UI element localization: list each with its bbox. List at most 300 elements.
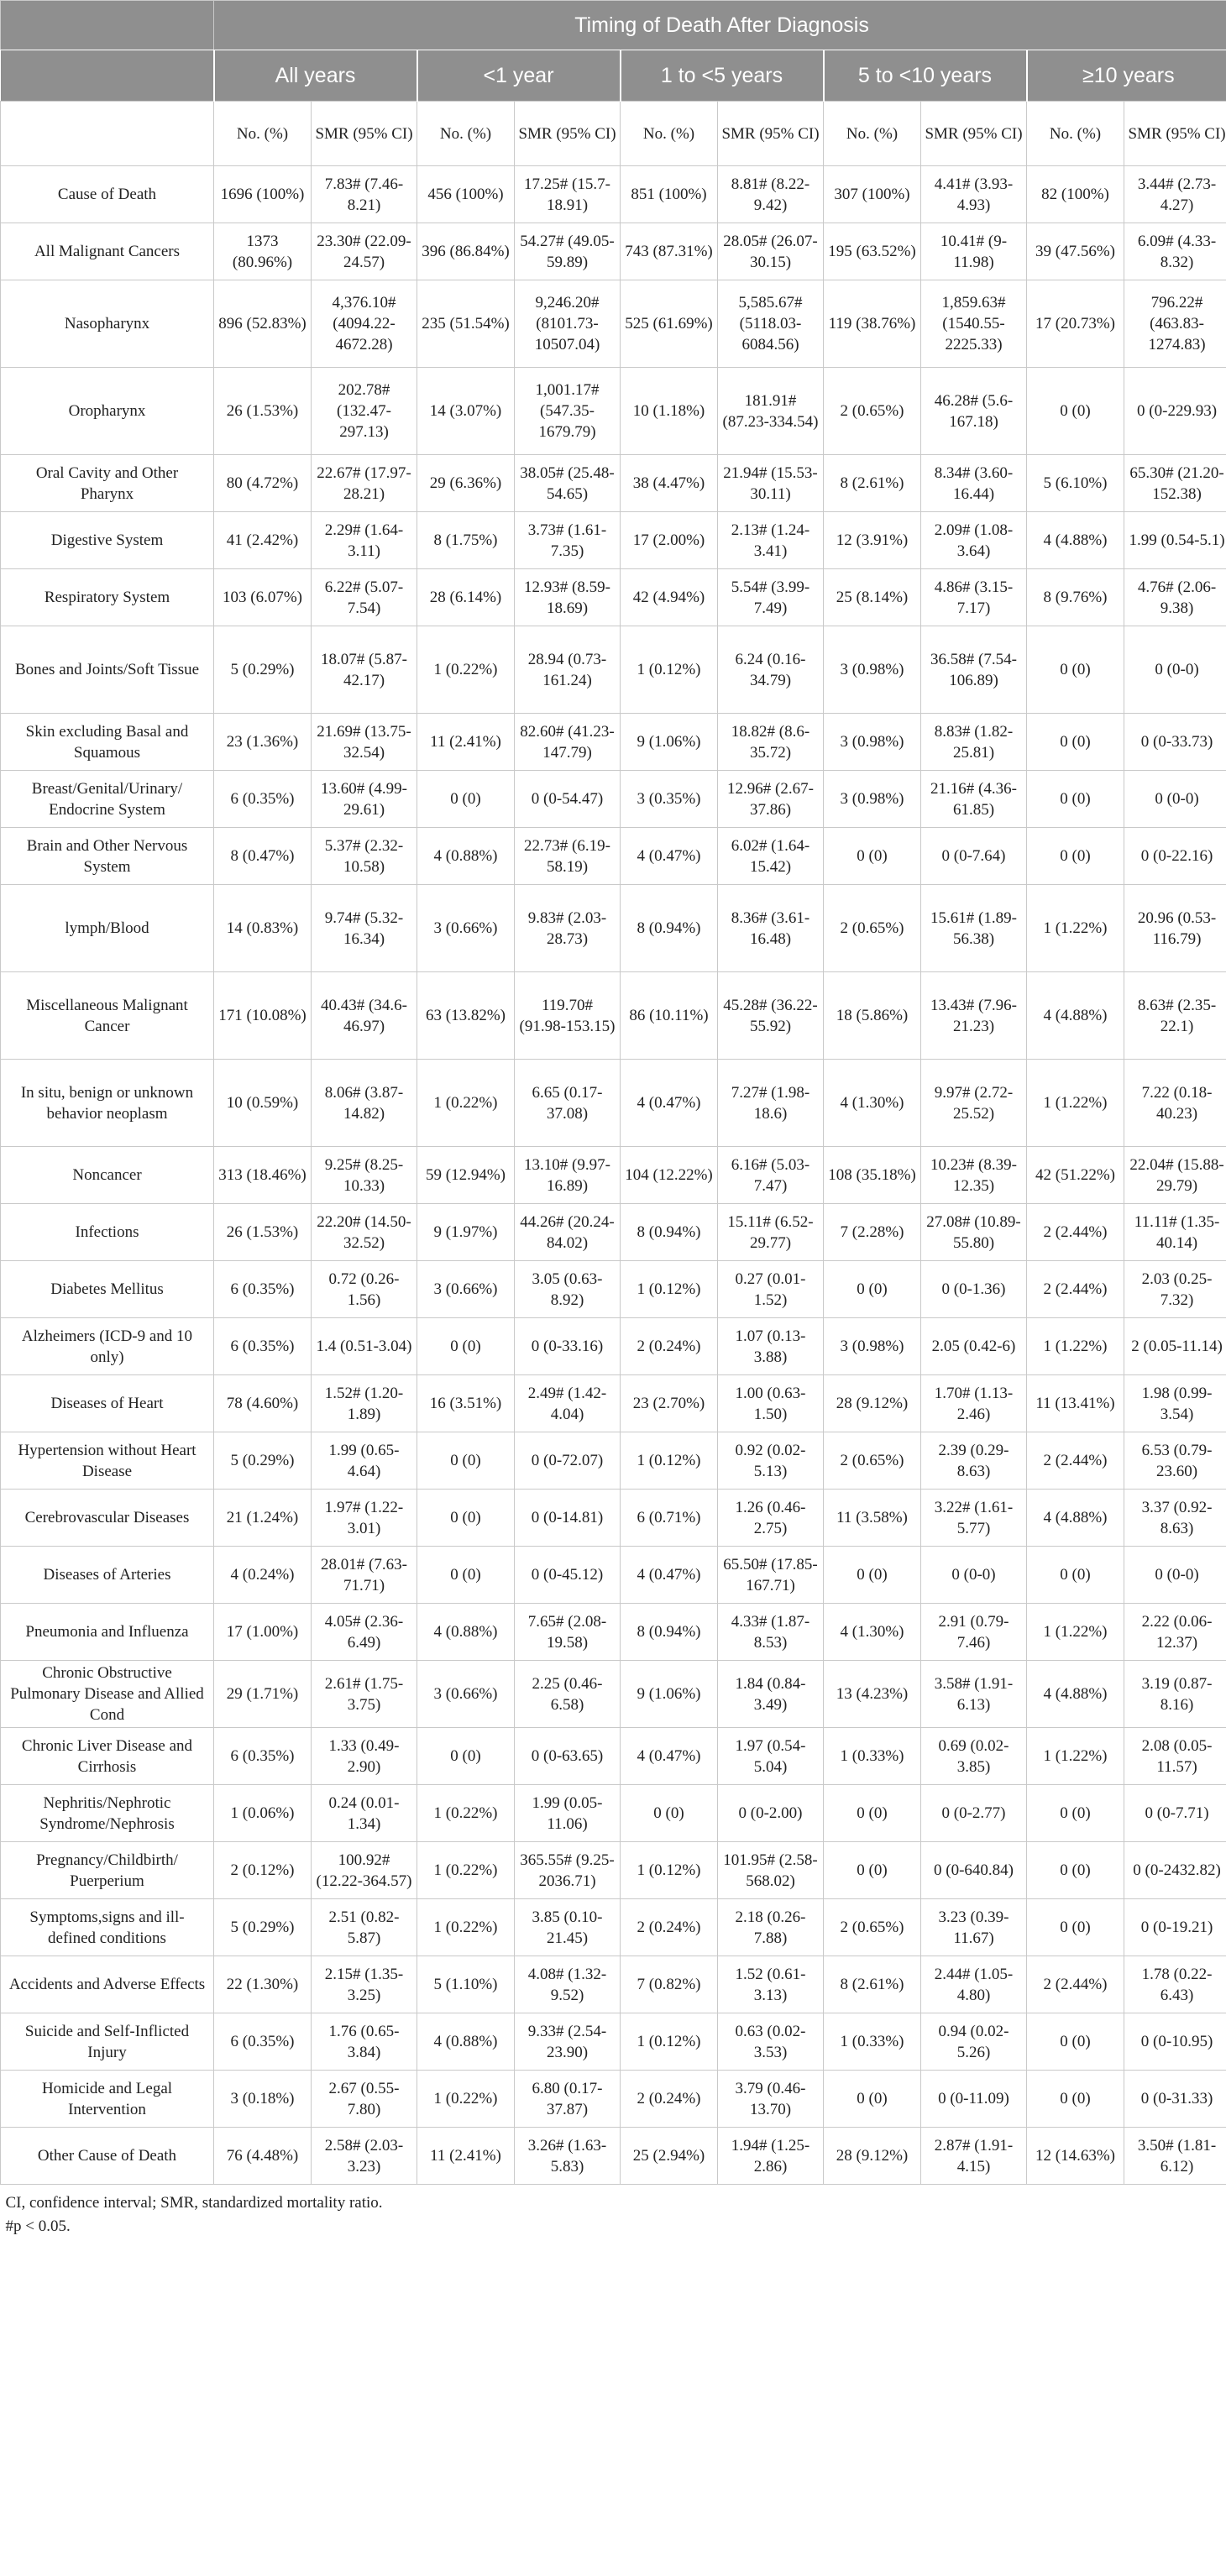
count-cell: 0 (0): [1027, 368, 1124, 455]
table-row: [1, 2013, 1226, 2071]
count-cell: 1 (0.12%): [621, 1261, 718, 1318]
count-cell: 16 (3.51%): [417, 1375, 515, 1432]
count-cell: 396 (86.84%): [417, 223, 515, 280]
count-cell: 6 (0.35%): [214, 1261, 312, 1318]
cause-cell: Nasopharynx: [1, 280, 214, 368]
smr-cell: 65.30# (21.20-152.38): [1124, 455, 1226, 512]
smr-cell: 0 (0-2.77): [921, 1785, 1027, 1842]
smr-cell: 100.92# (12.22-364.57): [312, 1842, 417, 1899]
cause-cell: Skin excluding Basal and Squamous: [1, 714, 214, 771]
cause-cell: Chronic Obstructive Pulmonary Disease and Allied Cond: [1, 1661, 214, 1728]
smr-cell: 6.09# (4.33-8.32): [1124, 223, 1226, 280]
count-cell: 9 (1.06%): [621, 714, 718, 771]
smr-cell: 2.13# (1.24-3.41): [718, 512, 824, 569]
smr-cell: 9,246.20# (8101.73-10507.04): [515, 280, 621, 368]
cause-cell: Symptoms,signs and ill-defined conditions: [1, 1899, 214, 1956]
count-cell: 896 (52.83%): [214, 280, 312, 368]
group-header: 1 to <5 years: [621, 50, 824, 102]
count-cell: 743 (87.31%): [621, 223, 718, 280]
smr-cell: 9.33# (2.54-23.90): [515, 2013, 621, 2071]
count-cell: 2 (0.24%): [621, 1899, 718, 1956]
smr-cell: 0 (0-10.95): [1124, 2013, 1226, 2071]
smr-cell: 10.23# (8.39-12.35): [921, 1147, 1027, 1204]
table-row: [1, 1956, 1226, 2013]
smr-cell: 119.70# (91.98-153.15): [515, 972, 621, 1060]
smr-cell: 3.26# (1.63-5.83): [515, 2128, 621, 2185]
smr-cell: 6.02# (1.64-15.42): [718, 828, 824, 885]
smr-cell: 7.22 (0.18-40.23): [1124, 1060, 1226, 1147]
smr-cell: 3.22# (1.61-5.77): [921, 1490, 1027, 1547]
smr-cell: 5.37# (2.32-10.58): [312, 828, 417, 885]
count-cell: 0 (0): [621, 1785, 718, 1842]
smr-cell: 45.28# (36.22-55.92): [718, 972, 824, 1060]
count-cell: 3 (0.66%): [417, 1661, 515, 1728]
count-cell: 26 (1.53%): [214, 368, 312, 455]
smr-cell: 2.09# (1.08-3.64): [921, 512, 1027, 569]
count-cell: 2 (0.65%): [824, 885, 921, 972]
smr-cell: 4.86# (3.15-7.17): [921, 569, 1027, 626]
smr-cell: 5.54# (3.99-7.49): [718, 569, 824, 626]
smr-cell: 6.80 (0.17-37.87): [515, 2071, 621, 2128]
smr-cell: 2.25 (0.46-6.58): [515, 1661, 621, 1728]
count-cell: 3 (0.35%): [621, 771, 718, 828]
count-cell: 28 (9.12%): [824, 1375, 921, 1432]
count-cell: 11 (2.41%): [417, 714, 515, 771]
subheader-no: No. (%): [417, 102, 515, 166]
count-cell: 4 (0.47%): [621, 1547, 718, 1604]
table-row: [1, 1899, 1226, 1956]
count-cell: 1 (0.33%): [824, 2013, 921, 2071]
smr-cell: 0 (0-7.64): [921, 828, 1027, 885]
count-cell: 851 (100%): [621, 166, 718, 223]
count-cell: 11 (3.58%): [824, 1490, 921, 1547]
count-cell: 525 (61.69%): [621, 280, 718, 368]
count-cell: 4 (0.47%): [621, 828, 718, 885]
table-body: [1, 166, 1226, 2185]
smr-cell: 1.00 (0.63-1.50): [718, 1375, 824, 1432]
count-cell: 1 (0.12%): [621, 626, 718, 714]
smr-cell: 6.22# (5.07-7.54): [312, 569, 417, 626]
cause-cell: lymph/Blood: [1, 885, 214, 972]
count-cell: 0 (0): [1027, 714, 1124, 771]
smr-cell: 2.91 (0.79-7.46): [921, 1604, 1027, 1661]
group-header: ≥10 years: [1027, 50, 1226, 102]
count-cell: 1 (0.12%): [621, 1432, 718, 1490]
smr-cell: 2.44# (1.05-4.80): [921, 1956, 1027, 2013]
subheader-smr: SMR (95% CI): [718, 102, 824, 166]
subheader-smr: SMR (95% CI): [312, 102, 417, 166]
count-cell: 2 (0.65%): [824, 1432, 921, 1490]
cause-cell: All Malignant Cancers: [1, 223, 214, 280]
smr-cell: 0 (0-14.81): [515, 1490, 621, 1547]
table-row: [1, 512, 1226, 569]
count-cell: 82 (100%): [1027, 166, 1124, 223]
smr-cell: 2.58# (2.03-3.23): [312, 2128, 417, 2185]
footnote: [1, 2185, 1226, 2239]
smr-cell: 181.91# (87.23-334.54): [718, 368, 824, 455]
count-cell: 6 (0.35%): [214, 771, 312, 828]
table-row: [1, 1432, 1226, 1490]
count-cell: 17 (20.73%): [1027, 280, 1124, 368]
count-cell: 2 (2.44%): [1027, 1261, 1124, 1318]
count-cell: 119 (38.76%): [824, 280, 921, 368]
smr-cell: 46.28# (5.6-167.18): [921, 368, 1027, 455]
smr-cell: 2.87# (1.91-4.15): [921, 2128, 1027, 2185]
table-row: [1, 1375, 1226, 1432]
table-row: [1, 626, 1226, 714]
count-cell: 9 (1.97%): [417, 1204, 515, 1261]
smr-cell: 13.60# (4.99-29.61): [312, 771, 417, 828]
count-cell: 0 (0): [1027, 1547, 1124, 1604]
table-row: [1, 280, 1226, 368]
smr-cell: 7.83# (7.46-8.21): [312, 166, 417, 223]
smr-cell: 7.65# (2.08-19.58): [515, 1604, 621, 1661]
smr-cell: 0 (0-45.12): [515, 1547, 621, 1604]
count-cell: 1 (1.22%): [1027, 1728, 1124, 1785]
smr-cell: 0.94 (0.02-5.26): [921, 2013, 1027, 2071]
smr-cell: 1.26 (0.46-2.75): [718, 1490, 824, 1547]
count-cell: 21 (1.24%): [214, 1490, 312, 1547]
smr-cell: 8.34# (3.60-16.44): [921, 455, 1027, 512]
smr-cell: 22.73# (6.19-58.19): [515, 828, 621, 885]
count-cell: 59 (12.94%): [417, 1147, 515, 1204]
count-cell: 3 (0.66%): [417, 885, 515, 972]
count-cell: 6 (0.35%): [214, 2013, 312, 2071]
count-cell: 14 (3.07%): [417, 368, 515, 455]
smr-cell: 0 (0-640.84): [921, 1842, 1027, 1899]
smr-cell: 6.16# (5.03-7.47): [718, 1147, 824, 1204]
smr-cell: 15.11# (6.52-29.77): [718, 1204, 824, 1261]
count-cell: 1 (0.22%): [417, 626, 515, 714]
cause-cell: Breast/Genital/Urinary/ Endocrine System: [1, 771, 214, 828]
count-cell: 456 (100%): [417, 166, 515, 223]
smr-cell: 7.27# (1.98-18.6): [718, 1060, 824, 1147]
count-cell: 1 (0.22%): [417, 1842, 515, 1899]
smr-cell: 1.84 (0.84-3.49): [718, 1661, 824, 1728]
subheader-smr: SMR (95% CI): [1124, 102, 1226, 166]
smr-cell: 1.99 (0.54-5.1): [1124, 512, 1226, 569]
smr-cell: 1.52 (0.61-3.13): [718, 1956, 824, 2013]
count-cell: 8 (0.94%): [621, 1604, 718, 1661]
smr-cell: 4,376.10# (4094.22-4672.28): [312, 280, 417, 368]
count-cell: 104 (12.22%): [621, 1147, 718, 1204]
count-cell: 5 (0.29%): [214, 1899, 312, 1956]
count-cell: 8 (2.61%): [824, 455, 921, 512]
smr-cell: 0 (0-31.33): [1124, 2071, 1226, 2128]
smr-cell: 15.61# (1.89-56.38): [921, 885, 1027, 972]
smr-cell: 101.95# (2.58-568.02): [718, 1842, 824, 1899]
count-cell: 13 (4.23%): [824, 1661, 921, 1728]
table-row: [1, 828, 1226, 885]
count-cell: 3 (0.98%): [824, 1318, 921, 1375]
cause-cell: Cerebrovascular Diseases: [1, 1490, 214, 1547]
smr-cell: 0 (0-1.36): [921, 1261, 1027, 1318]
table-row: [1, 1147, 1226, 1204]
subheader-smr: SMR (95% CI): [921, 102, 1027, 166]
smr-cell: 1.33 (0.49-2.90): [312, 1728, 417, 1785]
count-cell: 25 (2.94%): [621, 2128, 718, 2185]
smr-cell: 0 (0-0): [1124, 771, 1226, 828]
count-cell: 8 (0.94%): [621, 885, 718, 972]
smr-cell: 3.58# (1.91-6.13): [921, 1661, 1027, 1728]
count-cell: 6 (0.35%): [214, 1728, 312, 1785]
count-cell: 0 (0): [1027, 1842, 1124, 1899]
count-cell: 1 (0.22%): [417, 2071, 515, 2128]
count-cell: 1 (0.06%): [214, 1785, 312, 1842]
header-corner: [1, 1, 214, 50]
count-cell: 3 (0.98%): [824, 771, 921, 828]
smr-cell: 65.50# (17.85-167.71): [718, 1547, 824, 1604]
subheader-no: No. (%): [824, 102, 921, 166]
cause-cell: Cause of Death: [1, 166, 214, 223]
cause-cell: Digestive System: [1, 512, 214, 569]
count-cell: 8 (1.75%): [417, 512, 515, 569]
smr-cell: 1.78 (0.22-6.43): [1124, 1956, 1226, 2013]
smr-cell: 0 (0-0): [1124, 1547, 1226, 1604]
cause-cell: Suicide and Self-Inflicted Injury: [1, 2013, 214, 2071]
cause-cell: Pregnancy/Childbirth/ Puerperium: [1, 1842, 214, 1899]
count-cell: 39 (47.56%): [1027, 223, 1124, 280]
smr-cell: 4.41# (3.93-4.93): [921, 166, 1027, 223]
smr-cell: 365.55# (9.25-2036.71): [515, 1842, 621, 1899]
smr-cell: 6.53 (0.79-23.60): [1124, 1432, 1226, 1490]
count-cell: 29 (6.36%): [417, 455, 515, 512]
count-cell: 86 (10.11%): [621, 972, 718, 1060]
smr-cell: 12.93# (8.59-18.69): [515, 569, 621, 626]
count-cell: 2 (0.65%): [824, 1899, 921, 1956]
smr-cell: 3.23 (0.39-11.67): [921, 1899, 1027, 1956]
smr-cell: 1.98 (0.99-3.54): [1124, 1375, 1226, 1432]
count-cell: 5 (1.10%): [417, 1956, 515, 2013]
count-cell: 28 (9.12%): [824, 2128, 921, 2185]
smr-cell: 1.94# (1.25-2.86): [718, 2128, 824, 2185]
count-cell: 23 (1.36%): [214, 714, 312, 771]
smr-cell: 0 (0-7.71): [1124, 1785, 1226, 1842]
smr-cell: 1.07 (0.13-3.88): [718, 1318, 824, 1375]
count-cell: 42 (4.94%): [621, 569, 718, 626]
smr-cell: 0.24 (0.01-1.34): [312, 1785, 417, 1842]
smr-cell: 23.30# (22.09-24.57): [312, 223, 417, 280]
count-cell: 7 (2.28%): [824, 1204, 921, 1261]
smr-cell: 796.22# (463.83-1274.83): [1124, 280, 1226, 368]
count-cell: 3 (0.66%): [417, 1261, 515, 1318]
smr-cell: 20.96 (0.53-116.79): [1124, 885, 1226, 972]
count-cell: 1696 (100%): [214, 166, 312, 223]
smr-cell: 22.04# (15.88-29.79): [1124, 1147, 1226, 1204]
count-cell: 22 (1.30%): [214, 1956, 312, 2013]
smr-cell: 3.85 (0.10-21.45): [515, 1899, 621, 1956]
count-cell: 7 (0.82%): [621, 1956, 718, 2013]
smr-cell: 4.08# (1.32-9.52): [515, 1956, 621, 2013]
table-row: [1, 455, 1226, 512]
count-cell: 8 (2.61%): [824, 1956, 921, 2013]
smr-cell: 2.51 (0.82-5.87): [312, 1899, 417, 1956]
count-cell: 0 (0): [1027, 2013, 1124, 2071]
count-cell: 4 (0.47%): [621, 1060, 718, 1147]
table-row: [1, 1490, 1226, 1547]
cause-cell: Nephritis/Nephrotic Syndrome/Nephrosis: [1, 1785, 214, 1842]
count-cell: 14 (0.83%): [214, 885, 312, 972]
smr-cell: 28.01# (7.63-71.71): [312, 1547, 417, 1604]
count-cell: 41 (2.42%): [214, 512, 312, 569]
smr-cell: 21.94# (15.53-30.11): [718, 455, 824, 512]
count-cell: 0 (0): [417, 1432, 515, 1490]
count-cell: 1 (0.12%): [621, 2013, 718, 2071]
count-cell: 4 (0.88%): [417, 2013, 515, 2071]
smr-cell: 40.43# (34.6-46.97): [312, 972, 417, 1060]
table-row: [1, 972, 1226, 1060]
smr-cell: 1.4 (0.51-3.04): [312, 1318, 417, 1375]
table-row: [1, 2071, 1226, 2128]
count-cell: 11 (13.41%): [1027, 1375, 1124, 1432]
smr-cell: 0 (0-33.73): [1124, 714, 1226, 771]
smr-cell: 8.06# (3.87-14.82): [312, 1060, 417, 1147]
table-row: [1, 771, 1226, 828]
smr-cell: 0 (0-0): [921, 1547, 1027, 1604]
count-cell: 0 (0): [824, 828, 921, 885]
smr-cell: 3.05 (0.63-8.92): [515, 1261, 621, 1318]
smr-cell: 1,859.63# (1540.55-2225.33): [921, 280, 1027, 368]
count-cell: 108 (35.18%): [824, 1147, 921, 1204]
smr-cell: 54.27# (49.05-59.89): [515, 223, 621, 280]
cause-cell: Noncancer: [1, 1147, 214, 1204]
count-cell: 23 (2.70%): [621, 1375, 718, 1432]
count-cell: 2 (0.65%): [824, 368, 921, 455]
cause-cell: Pneumonia and Influenza: [1, 1604, 214, 1661]
count-cell: 78 (4.60%): [214, 1375, 312, 1432]
smr-cell: 2.05 (0.42-6): [921, 1318, 1027, 1375]
subheader-no: No. (%): [214, 102, 312, 166]
count-cell: 4 (0.88%): [417, 1604, 515, 1661]
count-cell: 0 (0): [1027, 828, 1124, 885]
smr-cell: 9.25# (8.25-10.33): [312, 1147, 417, 1204]
smr-cell: 22.67# (17.97-28.21): [312, 455, 417, 512]
count-cell: 0 (0): [824, 1547, 921, 1604]
group-header: <1 year: [417, 50, 621, 102]
count-cell: 0 (0): [1027, 626, 1124, 714]
smr-cell: 21.16# (4.36-61.85): [921, 771, 1027, 828]
smr-cell: 2.08 (0.05-11.57): [1124, 1728, 1226, 1785]
cause-cell: Hypertension without Heart Disease: [1, 1432, 214, 1490]
smr-cell: 1.99 (0.65-4.64): [312, 1432, 417, 1490]
cause-cell: Oral Cavity and Other Pharynx: [1, 455, 214, 512]
count-cell: 42 (51.22%): [1027, 1147, 1124, 1204]
smr-cell: 0 (0-72.07): [515, 1432, 621, 1490]
count-cell: 0 (0): [417, 1728, 515, 1785]
smr-cell: 0 (0-63.65): [515, 1728, 621, 1785]
count-cell: 1 (0.22%): [417, 1899, 515, 1956]
count-cell: 171 (10.08%): [214, 972, 312, 1060]
count-cell: 6 (0.35%): [214, 1318, 312, 1375]
count-cell: 1 (1.22%): [1027, 1604, 1124, 1661]
table-row: [1, 1318, 1226, 1375]
smr-cell: 3.37 (0.92-8.63): [1124, 1490, 1226, 1547]
count-cell: 9 (1.06%): [621, 1661, 718, 1728]
smr-cell: 2.22 (0.06-12.37): [1124, 1604, 1226, 1661]
cause-cell: Infections: [1, 1204, 214, 1261]
smr-cell: 28.94 (0.73-161.24): [515, 626, 621, 714]
count-cell: 26 (1.53%): [214, 1204, 312, 1261]
smr-cell: 4.76# (2.06-9.38): [1124, 569, 1226, 626]
count-cell: 0 (0): [417, 771, 515, 828]
smr-cell: 2.49# (1.42-4.04): [515, 1375, 621, 1432]
count-cell: 4 (0.24%): [214, 1547, 312, 1604]
count-cell: 1 (1.22%): [1027, 1060, 1124, 1147]
smr-cell: 2.18 (0.26-7.88): [718, 1899, 824, 1956]
count-cell: 1 (1.22%): [1027, 885, 1124, 972]
count-cell: 4 (1.30%): [824, 1060, 921, 1147]
cause-cell: Homicide and Legal Intervention: [1, 2071, 214, 2128]
group-header: 5 to <10 years: [824, 50, 1027, 102]
count-cell: 80 (4.72%): [214, 455, 312, 512]
smr-cell: 8.83# (1.82-25.81): [921, 714, 1027, 771]
count-cell: 12 (3.91%): [824, 512, 921, 569]
count-cell: 28 (6.14%): [417, 569, 515, 626]
smr-cell: 13.10# (9.97-16.89): [515, 1147, 621, 1204]
count-cell: 0 (0): [1027, 2071, 1124, 2128]
count-cell: 2 (0.24%): [621, 2071, 718, 2128]
table-row: [1, 1547, 1226, 1604]
smr-cell: 3.73# (1.61-7.35): [515, 512, 621, 569]
cause-cell: Diseases of Heart: [1, 1375, 214, 1432]
smr-cell: 2.29# (1.64-3.11): [312, 512, 417, 569]
smr-cell: 9.74# (5.32-16.34): [312, 885, 417, 972]
cause-cell: Diabetes Mellitus: [1, 1261, 214, 1318]
cause-cell: Chronic Liver Disease and Cirrhosis: [1, 1728, 214, 1785]
smr-cell: 6.65 (0.17-37.08): [515, 1060, 621, 1147]
subheader-no: No. (%): [1027, 102, 1124, 166]
count-cell: 2 (2.44%): [1027, 1204, 1124, 1261]
count-cell: 2 (2.44%): [1027, 1956, 1124, 2013]
group-header: All years: [214, 50, 417, 102]
smr-cell: 18.82# (8.6-35.72): [718, 714, 824, 771]
table-row: [1, 1661, 1226, 1728]
smr-cell: 2.39 (0.29-8.63): [921, 1432, 1027, 1490]
smr-cell: 2.03 (0.25-7.32): [1124, 1261, 1226, 1318]
smr-cell: 202.78# (132.47-297.13): [312, 368, 417, 455]
smr-cell: 1.52# (1.20-1.89): [312, 1375, 417, 1432]
smr-cell: 0 (0-0): [1124, 626, 1226, 714]
count-cell: 11 (2.41%): [417, 2128, 515, 2185]
count-cell: 0 (0): [417, 1547, 515, 1604]
count-cell: 5 (0.29%): [214, 626, 312, 714]
smr-cell: 1.97 (0.54-5.04): [718, 1728, 824, 1785]
smr-cell: 0.92 (0.02-5.13): [718, 1432, 824, 1490]
table-row: [1, 1060, 1226, 1147]
count-cell: 2 (2.44%): [1027, 1432, 1124, 1490]
count-cell: 10 (0.59%): [214, 1060, 312, 1147]
count-cell: 235 (51.54%): [417, 280, 515, 368]
count-cell: 0 (0): [417, 1318, 515, 1375]
count-cell: 29 (1.71%): [214, 1661, 312, 1728]
smr-cell: 5,585.67# (5118.03-6084.56): [718, 280, 824, 368]
count-cell: 4 (4.88%): [1027, 1490, 1124, 1547]
smr-cell: 0 (0-2.00): [718, 1785, 824, 1842]
smr-cell: 2.67 (0.55-7.80): [312, 2071, 417, 2128]
subheader-no: No. (%): [621, 102, 718, 166]
smr-cell: 21.69# (13.75-32.54): [312, 714, 417, 771]
cause-cell: Brain and Other Nervous System: [1, 828, 214, 885]
table-row: [1, 714, 1226, 771]
count-cell: 4 (4.88%): [1027, 972, 1124, 1060]
count-cell: 2 (0.24%): [621, 1318, 718, 1375]
smr-cell: 27.08# (10.89-55.80): [921, 1204, 1027, 1261]
table-row: [1, 1261, 1226, 1318]
cause-cell: In situ, benign or unknown behavior neoplasm: [1, 1060, 214, 1147]
table-row: [1, 885, 1226, 972]
count-cell: 4 (1.30%): [824, 1604, 921, 1661]
count-cell: 8 (9.76%): [1027, 569, 1124, 626]
